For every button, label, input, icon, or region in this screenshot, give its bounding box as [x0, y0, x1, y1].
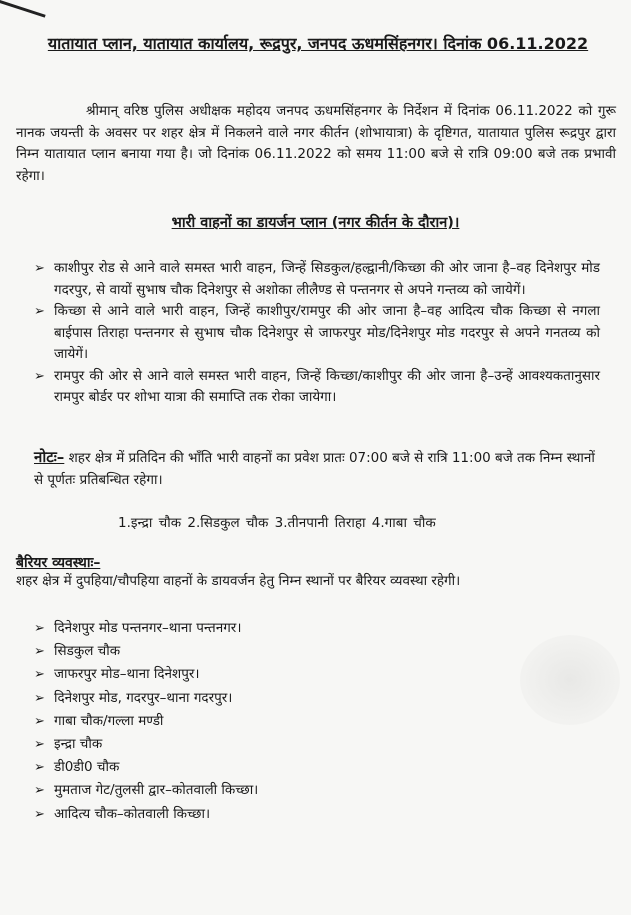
barrier-location: [34, 663, 258, 686]
diversion-item: [34, 301, 600, 366]
barrier-location: [34, 617, 258, 640]
diversion-heading: भारी वाहनों का डायर्जन प्लान (नगर कीर्तन के दौरान)।: [171, 215, 460, 231]
barrier-location-list: [34, 617, 258, 826]
arrow-bullet-icon: ➢: [34, 621, 45, 636]
pen-mark: [0, 0, 46, 31]
arrow-bullet-icon: ➢: [34, 261, 45, 276]
diversion-list: [34, 258, 600, 409]
diversion-item: [34, 366, 600, 409]
diversion-item: [34, 258, 600, 301]
barrier-location: [34, 803, 258, 826]
arrow-bullet-icon: ➢: [34, 667, 45, 683]
arrow-bullet-icon: ➢: [34, 737, 45, 753]
barrier-heading: बैरियर व्यवस्थाः–: [16, 555, 101, 571]
barrier-location-text: आदित्य चौक–कोतवाली किच्छा।: [54, 805, 211, 822]
diversion-text: किच्छा से आने वाले भारी वाहन, जिन्हें काशीपुर/रामपुर की ओर जाना है–वह आदित्य चौक किच्छा से नगला बाईपास तिराहा पन्तनगर से सुभाष चौक दिनेशपुर से जाफरपुर मोड/दिनेशपुर मोड गदरपुर से अपने गनतव्य को जायेगें।: [54, 303, 600, 362]
arrow-bullet-icon: ➢: [34, 644, 45, 660]
barrier-location-text: दिनेशपुर मोड, गदरपुर–थाना गदरपुर।: [54, 689, 233, 706]
restricted-places: 1.इन्द्रा चौक 2.सिडकुल चौक 3.तीनपानी तिराहा 4.गाबा चौक: [118, 515, 436, 531]
note-text: शहर क्षेत्र में प्रतिदिन की भाँति भारी वाहनों का प्रवेश प्रातः 07:00 बजे से रात्रि 11:00 बजे तक निम्न स्थानों से पूर्णतः प्रतिबन्धित रहेगा।: [34, 450, 595, 488]
intro-paragraph: श्रीमान् वरिष्ठ पुलिस अधीक्षक महोदय जनपद ऊधमसिंहनगर के निर्देशन में दिनांक 06.11.2022 को गुरू नानक जयन्ती के अवसर पर शहर क्षेत्र में निकलने वाले नगर कीर्तन (शोभायात्रा) के दृष्टिगत, यातायात पुलिस रूद्रपुर द्वारा निम्न यातायात प्लान बनाया गया है। जो दिनांक 06.11.2022 को समय 11:00 बजे से रात्रि 09:00 बजे तक प्रभावी रहेगा।: [16, 103, 616, 184]
document-title: यातायात प्लान, यातायात कार्यालय, रूद्रपुर, जनपद ऊधमसिंहनगर। दिनांक 06.11.2022: [47, 34, 589, 53]
barrier-location: [34, 756, 258, 779]
barrier-location: [34, 710, 258, 733]
barrier-location: [34, 779, 258, 802]
arrow-bullet-icon: ➢: [34, 690, 45, 706]
barrier-location-text: गाबा चौक/गल्ला मण्डी: [54, 712, 164, 729]
arrow-bullet-icon: ➢: [34, 304, 45, 319]
arrow-bullet-icon: ➢: [34, 806, 45, 822]
barrier-location-text: डी0डी0 चौक: [54, 759, 120, 776]
arrow-bullet-icon: ➢: [34, 760, 45, 776]
arrow-bullet-icon: ➢: [34, 368, 45, 384]
barrier-location-text: सिडकुल चौक: [54, 643, 121, 660]
barrier-location: [34, 687, 258, 710]
diversion-text: काशीपुर रोड से आने वाले समस्त भारी वाहन, जिन्हें सिडकुल/हल्द्वानी/किच्छा की ओर जाना है–वह दिनेशपुर मोड गदरपुर, से वायों सुभाष चौक दिनेशपुर से अशोका लीलैण्ड से पन्तनगर से अपने गन्तव्य को जायेगें।: [54, 260, 600, 298]
arrow-bullet-icon: ➢: [34, 713, 45, 729]
barrier-location: [34, 640, 258, 663]
barrier-location-text: दिनेशपुर मोड पन्तनगर–थाना पन्तनगर।: [54, 620, 242, 636]
barrier-location-text: मुमताज गेट/तुलसी द्वार–कोतवाली किच्छा।: [54, 782, 259, 799]
barrier-intro: शहर क्षेत्र में दुपहिया/चौपहिया वाहनों के डायवर्जन हेतु निम्न स्थानों पर बैरियर व्यवस्था रहेगी।: [16, 573, 461, 589]
diversion-text: रामपुर की ओर से आने वाले समस्त भारी वाहन, जिन्हें किच्छा/काशीपुर की ओर जाना है–उन्हें आवश्यकतानुसार रामपुर बोर्डर पर शोभा यात्रा की समाप्ति तक रोका जायेगा।: [54, 367, 600, 405]
barrier-location-text: इन्द्रा चौक: [54, 736, 103, 753]
note-label: नोटः–: [34, 448, 65, 466]
note-block: [34, 447, 604, 491]
barrier-location-text: जाफरपुर मोड–थाना दिनेशपुर।: [54, 666, 200, 683]
arrow-bullet-icon: ➢: [34, 783, 45, 799]
paper-smudge: [520, 635, 620, 725]
barrier-location: [34, 733, 258, 756]
